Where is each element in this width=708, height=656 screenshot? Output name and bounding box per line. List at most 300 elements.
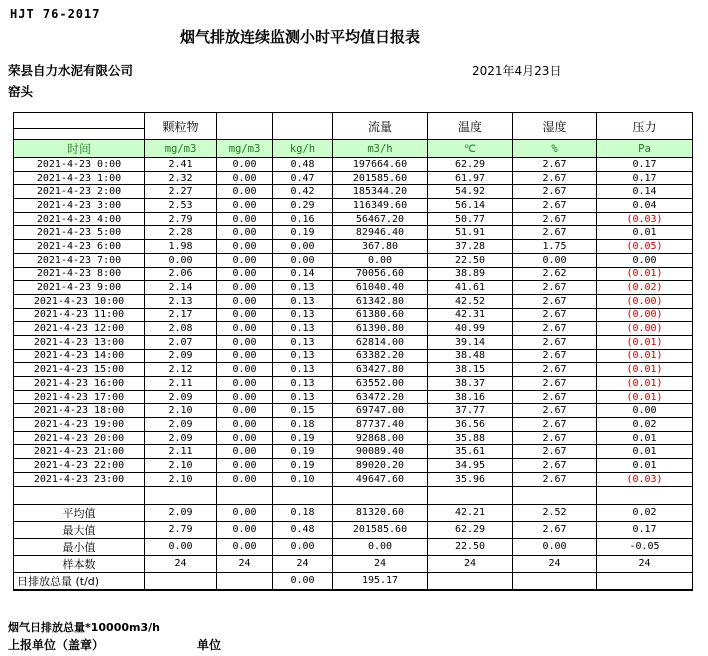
value-cell: 0.14 — [597, 185, 693, 199]
time-cell: 2021-4-23 20:00 — [14, 431, 145, 445]
spacer-cell — [513, 486, 597, 504]
summary-value-cell: 0.00 — [217, 521, 273, 538]
value-cell: 62814.00 — [333, 335, 428, 349]
table-row — [14, 349, 693, 363]
summary-value-cell: 0.48 — [273, 521, 333, 538]
value-cell: 2.67 — [513, 404, 597, 418]
summary-value-cell: 24 — [145, 555, 217, 572]
value-cell: 51.91 — [428, 226, 513, 240]
value-cell: 2.11 — [145, 377, 217, 391]
value-cell: 2.10 — [145, 459, 217, 473]
value-cell: 2.62 — [513, 267, 597, 281]
value-cell: 0.17 — [597, 171, 693, 185]
value-cell: 42.31 — [428, 308, 513, 322]
value-cell: 0.00 — [217, 226, 273, 240]
value-cell: 69747.00 — [333, 404, 428, 418]
value-cell: 0.10 — [273, 472, 333, 486]
table-row — [14, 377, 693, 391]
header-cell-particulate: 颗粒物 — [145, 113, 217, 140]
header-cell-blank1 — [217, 113, 273, 140]
summary-value-cell: 42.21 — [428, 504, 513, 521]
unit-cell: mg/m3 — [217, 140, 273, 158]
value-cell: 40.99 — [428, 322, 513, 336]
value-cell: 63552.00 — [333, 377, 428, 391]
value-cell: 2.67 — [513, 158, 597, 172]
summary-value-cell — [145, 572, 217, 590]
value-cell: 36.56 — [428, 418, 513, 432]
value-cell: 0.00 — [217, 322, 273, 336]
value-cell: 0.13 — [273, 349, 333, 363]
spacer-cell — [145, 486, 217, 504]
report-table — [13, 112, 693, 591]
standard-number: HJT 76-2017 — [10, 7, 101, 21]
spacer-section — [14, 486, 693, 504]
spacer-row — [14, 486, 693, 504]
value-cell: (0.03) — [597, 212, 693, 226]
value-cell: 0.19 — [273, 431, 333, 445]
value-cell: 92868.00 — [333, 431, 428, 445]
unit-header-row — [14, 140, 693, 158]
time-cell: 2021-4-23 6:00 — [14, 240, 145, 254]
spacer-cell — [333, 486, 428, 504]
summary-value-cell: 2.09 — [145, 504, 217, 521]
value-cell: 2.09 — [145, 349, 217, 363]
summary-label-cell: 最小值 — [14, 538, 145, 555]
time-cell: 2021-4-23 22:00 — [14, 459, 145, 473]
value-cell: 2.32 — [145, 171, 217, 185]
value-cell: 2.09 — [145, 390, 217, 404]
time-cell: 2021-4-23 23:00 — [14, 472, 145, 486]
value-cell: 63472.20 — [333, 390, 428, 404]
value-cell: 0.00 — [217, 158, 273, 172]
summary-value-cell: 0.00 — [217, 538, 273, 555]
value-cell: 42.52 — [428, 294, 513, 308]
report-date: 2021年4月23日 — [472, 64, 562, 78]
table-row — [14, 322, 693, 336]
value-cell: 41.61 — [428, 281, 513, 295]
value-cell: 61.97 — [428, 171, 513, 185]
time-cell: 2021-4-23 9:00 — [14, 281, 145, 295]
summary-value-cell: -0.05 — [597, 538, 693, 555]
value-cell: 56467.20 — [333, 212, 428, 226]
value-cell: 0.00 — [217, 171, 273, 185]
time-cell: 2021-4-23 16:00 — [14, 377, 145, 391]
value-cell: 37.28 — [428, 240, 513, 254]
summary-label-cell: 最大值 — [14, 521, 145, 538]
header-cell-flow: 流量 — [333, 113, 428, 140]
summary-value-cell: 201585.60 — [333, 521, 428, 538]
value-cell: 0.18 — [273, 418, 333, 432]
time-cell: 2021-4-23 19:00 — [14, 418, 145, 432]
value-cell: 2.07 — [145, 335, 217, 349]
time-cell: 2021-4-23 18:00 — [14, 404, 145, 418]
value-cell: 116349.60 — [333, 199, 428, 213]
header-cell-pressure: 压力 — [597, 113, 693, 140]
summary-label-cell: 样本数 — [14, 555, 145, 572]
spacer-cell — [273, 486, 333, 504]
value-cell: 2.67 — [513, 199, 597, 213]
value-cell: 38.37 — [428, 377, 513, 391]
table-row — [14, 390, 693, 404]
value-cell: 2.06 — [145, 267, 217, 281]
value-cell: 35.88 — [428, 431, 513, 445]
value-cell: 2.67 — [513, 377, 597, 391]
value-cell: 61342.80 — [333, 294, 428, 308]
value-cell: 38.48 — [428, 349, 513, 363]
summary-value-cell: 24 — [597, 555, 693, 572]
value-cell: 0.14 — [273, 267, 333, 281]
summary-row — [14, 521, 693, 538]
table-row — [14, 363, 693, 377]
value-cell: 2.10 — [145, 404, 217, 418]
value-cell: 0.00 — [217, 212, 273, 226]
table-row — [14, 281, 693, 295]
summary-value-cell: 2.67 — [513, 521, 597, 538]
summary-value-cell: 0.00 — [273, 538, 333, 555]
value-cell: 0.00 — [217, 472, 273, 486]
value-cell: 54.92 — [428, 185, 513, 199]
value-cell: 2.67 — [513, 459, 597, 473]
value-cell: 0.13 — [273, 294, 333, 308]
value-cell: 2.14 — [145, 281, 217, 295]
table-row — [14, 294, 693, 308]
summary-value-cell: 24 — [273, 555, 333, 572]
table-row — [14, 171, 693, 185]
value-cell: 0.13 — [273, 335, 333, 349]
table-row — [14, 158, 693, 172]
time-cell: 2021-4-23 8:00 — [14, 267, 145, 281]
value-cell: 0.00 — [217, 240, 273, 254]
value-cell: 0.00 — [217, 281, 273, 295]
table-row — [14, 199, 693, 213]
value-cell: (0.05) — [597, 240, 693, 254]
value-cell: 367.80 — [333, 240, 428, 254]
value-cell: (0.01) — [597, 363, 693, 377]
value-cell: 2.67 — [513, 472, 597, 486]
value-cell: 38.16 — [428, 390, 513, 404]
summary-value-cell: 2.52 — [513, 504, 597, 521]
value-cell: 35.61 — [428, 445, 513, 459]
summary-value-cell: 0.17 — [597, 521, 693, 538]
value-cell: 82946.40 — [333, 226, 428, 240]
value-cell: 0.13 — [273, 390, 333, 404]
summary-value-cell: 0.02 — [597, 504, 693, 521]
summary-label-cell: 平均值 — [14, 504, 145, 521]
header-cell-empty-top — [14, 113, 145, 129]
value-cell: 0.00 — [273, 240, 333, 254]
hourly-rows — [14, 158, 693, 487]
value-cell: 0.01 — [597, 445, 693, 459]
table-row — [14, 185, 693, 199]
time-cell: 2021-4-23 17:00 — [14, 390, 145, 404]
value-cell: 49647.60 — [333, 472, 428, 486]
value-cell: 0.29 — [273, 199, 333, 213]
value-cell: 70056.60 — [333, 267, 428, 281]
time-cell: 2021-4-23 11:00 — [14, 308, 145, 322]
value-cell: 0.19 — [273, 226, 333, 240]
summary-value-cell — [513, 572, 597, 590]
value-cell: 2.67 — [513, 281, 597, 295]
value-cell: 0.00 — [217, 431, 273, 445]
value-cell: 0.00 — [273, 253, 333, 267]
summary-value-cell: 24 — [333, 555, 428, 572]
value-cell: 201585.60 — [333, 171, 428, 185]
summary-value-cell: 24 — [513, 555, 597, 572]
time-cell: 2021-4-23 12:00 — [14, 322, 145, 336]
value-cell: 0.00 — [145, 253, 217, 267]
summary-value-cell — [597, 572, 693, 590]
value-cell: 0.01 — [597, 431, 693, 445]
summary-value-cell: 0.00 — [333, 538, 428, 555]
time-cell: 2021-4-23 4:00 — [14, 212, 145, 226]
value-cell: 2.67 — [513, 349, 597, 363]
value-cell: 2.67 — [513, 185, 597, 199]
value-cell: 89020.20 — [333, 459, 428, 473]
header-cell-temperature: 温度 — [428, 113, 513, 140]
header-cell-empty-bottom — [14, 129, 145, 140]
value-cell: 2.08 — [145, 322, 217, 336]
value-cell: 2.67 — [513, 171, 597, 185]
value-cell: 0.00 — [333, 253, 428, 267]
summary-value-cell: 0.00 — [513, 538, 597, 555]
footer-note: 烟气日排放总量*10000m3/h — [8, 621, 160, 634]
value-cell: 0.00 — [217, 253, 273, 267]
table-row — [14, 308, 693, 322]
value-cell: 63382.20 — [333, 349, 428, 363]
value-cell: 2.41 — [145, 158, 217, 172]
value-cell: 0.00 — [217, 294, 273, 308]
value-cell: 61040.40 — [333, 281, 428, 295]
value-cell: 0.01 — [597, 459, 693, 473]
value-cell: 2.67 — [513, 335, 597, 349]
value-cell: (0.00) — [597, 308, 693, 322]
value-cell: 2.10 — [145, 472, 217, 486]
value-cell: 61390.80 — [333, 322, 428, 336]
value-cell: 0.00 — [217, 267, 273, 281]
value-cell: 39.14 — [428, 335, 513, 349]
value-cell: 61380.60 — [333, 308, 428, 322]
time-cell: 2021-4-23 5:00 — [14, 226, 145, 240]
value-cell: (0.01) — [597, 377, 693, 391]
summary-rows — [14, 504, 693, 590]
value-cell: 2.67 — [513, 226, 597, 240]
value-cell: 35.96 — [428, 472, 513, 486]
value-cell: (0.00) — [597, 294, 693, 308]
monitor-point: 窑头 — [8, 84, 34, 99]
time-header-cell: 时间 — [14, 140, 145, 158]
table-row — [14, 472, 693, 486]
value-cell: 62.29 — [428, 158, 513, 172]
value-cell: (0.00) — [597, 322, 693, 336]
header-cell-humidity: 湿度 — [513, 113, 597, 140]
value-cell: 2.53 — [145, 199, 217, 213]
company-name: 荣县自力水泥有限公司 — [8, 63, 134, 78]
value-cell: 0.00 — [217, 335, 273, 349]
table-row — [14, 459, 693, 473]
summary-value-cell: 62.29 — [428, 521, 513, 538]
value-cell: 2.12 — [145, 363, 217, 377]
value-cell: (0.03) — [597, 472, 693, 486]
table-row — [14, 212, 693, 226]
summary-value-cell: 0.00 — [273, 572, 333, 590]
table-row — [14, 404, 693, 418]
table-row — [14, 418, 693, 432]
value-cell: (0.01) — [597, 390, 693, 404]
value-cell: 0.48 — [273, 158, 333, 172]
time-cell: 2021-4-23 14:00 — [14, 349, 145, 363]
summary-value-cell: 2.79 — [145, 521, 217, 538]
value-cell: 0.13 — [273, 377, 333, 391]
value-cell: 0.00 — [217, 308, 273, 322]
value-cell: (0.01) — [597, 267, 693, 281]
value-cell: 0.17 — [597, 158, 693, 172]
value-cell: 2.09 — [145, 418, 217, 432]
summary-value-cell — [428, 572, 513, 590]
unit-cell: ℃ — [428, 140, 513, 158]
time-cell: 2021-4-23 3:00 — [14, 199, 145, 213]
value-cell: 0.02 — [597, 418, 693, 432]
value-cell: 0.00 — [217, 390, 273, 404]
table-row — [14, 240, 693, 254]
value-cell: 90089.40 — [333, 445, 428, 459]
report-org-label: 上报单位（盖章） — [8, 638, 105, 652]
unit-label: 单位 — [197, 638, 222, 652]
value-cell: 197664.60 — [333, 158, 428, 172]
value-cell: 22.50 — [428, 253, 513, 267]
value-cell: 2.17 — [145, 308, 217, 322]
value-cell: 2.67 — [513, 445, 597, 459]
param-header-row — [14, 113, 693, 129]
unit-cell: mg/m3 — [145, 140, 217, 158]
value-cell: 2.09 — [145, 431, 217, 445]
value-cell: 2.67 — [513, 390, 597, 404]
time-cell: 2021-4-23 0:00 — [14, 158, 145, 172]
unit-cell: kg/h — [273, 140, 333, 158]
value-cell: 2.67 — [513, 212, 597, 226]
value-cell: 0.00 — [597, 253, 693, 267]
value-cell: 2.67 — [513, 363, 597, 377]
time-cell: 2021-4-23 2:00 — [14, 185, 145, 199]
summary-value-cell: 0.18 — [273, 504, 333, 521]
summary-value-cell: 0.00 — [217, 504, 273, 521]
value-cell: 0.00 — [217, 349, 273, 363]
summary-value-cell: 0.00 — [145, 538, 217, 555]
value-cell: 37.77 — [428, 404, 513, 418]
time-cell: 2021-4-23 15:00 — [14, 363, 145, 377]
value-cell: (0.01) — [597, 349, 693, 363]
summary-row — [14, 555, 693, 572]
value-cell: (0.01) — [597, 335, 693, 349]
value-cell: 0.00 — [513, 253, 597, 267]
value-cell: 50.77 — [428, 212, 513, 226]
value-cell: 0.00 — [217, 418, 273, 432]
value-cell: 2.13 — [145, 294, 217, 308]
value-cell: 2.67 — [513, 431, 597, 445]
value-cell: 2.27 — [145, 185, 217, 199]
summary-value-cell — [217, 572, 273, 590]
table-row — [14, 226, 693, 240]
value-cell: 2.67 — [513, 308, 597, 322]
time-cell: 2021-4-23 10:00 — [14, 294, 145, 308]
value-cell: 0.04 — [597, 199, 693, 213]
value-cell: 2.67 — [513, 418, 597, 432]
spacer-cell — [597, 486, 693, 504]
value-cell: (0.02) — [597, 281, 693, 295]
value-cell: 0.00 — [217, 185, 273, 199]
table-row — [14, 253, 693, 267]
summary-row — [14, 504, 693, 521]
table-row — [14, 445, 693, 459]
time-cell: 2021-4-23 13:00 — [14, 335, 145, 349]
value-cell: 185344.20 — [333, 185, 428, 199]
unit-cell: m3/h — [333, 140, 428, 158]
value-cell: 0.47 — [273, 171, 333, 185]
value-cell: 34.95 — [428, 459, 513, 473]
value-cell: 1.98 — [145, 240, 217, 254]
value-cell: 0.13 — [273, 322, 333, 336]
summary-value-cell: 24 — [217, 555, 273, 572]
value-cell: 38.15 — [428, 363, 513, 377]
spacer-cell — [217, 486, 273, 504]
value-cell: 0.00 — [217, 363, 273, 377]
value-cell: 2.67 — [513, 294, 597, 308]
value-cell: 2.67 — [513, 322, 597, 336]
value-cell: 2.28 — [145, 226, 217, 240]
time-cell: 2021-4-23 21:00 — [14, 445, 145, 459]
summary-label-cell: 日排放总量 (t/d) — [14, 572, 145, 590]
value-cell: 2.11 — [145, 445, 217, 459]
header-cell-blank2 — [273, 113, 333, 140]
unit-cell: % — [513, 140, 597, 158]
spacer-cell — [14, 486, 145, 504]
page-title: 烟气排放连续监测小时平均值日报表 — [179, 28, 420, 46]
value-cell: 0.00 — [217, 199, 273, 213]
value-cell: 0.13 — [273, 363, 333, 377]
value-cell: 0.13 — [273, 308, 333, 322]
value-cell: 0.00 — [217, 404, 273, 418]
value-cell: 0.01 — [597, 226, 693, 240]
value-cell: 0.19 — [273, 459, 333, 473]
summary-value-cell: 81320.60 — [333, 504, 428, 521]
value-cell: 0.16 — [273, 212, 333, 226]
value-cell: 56.14 — [428, 199, 513, 213]
unit-cell: Pa — [597, 140, 693, 158]
time-cell: 2021-4-23 7:00 — [14, 253, 145, 267]
spacer-cell — [428, 486, 513, 504]
summary-value-cell: 195.17 — [333, 572, 428, 590]
value-cell: 0.19 — [273, 445, 333, 459]
value-cell: 0.00 — [597, 404, 693, 418]
summary-row — [14, 538, 693, 555]
summary-row — [14, 572, 693, 590]
value-cell: 2.79 — [145, 212, 217, 226]
time-cell: 2021-4-23 1:00 — [14, 171, 145, 185]
value-cell: 87737.40 — [333, 418, 428, 432]
value-cell: 0.15 — [273, 404, 333, 418]
header-rows — [14, 113, 693, 158]
summary-value-cell: 24 — [428, 555, 513, 572]
table-row — [14, 335, 693, 349]
summary-value-cell: 22.50 — [428, 538, 513, 555]
table-row — [14, 267, 693, 281]
value-cell: 0.00 — [217, 445, 273, 459]
value-cell: 1.75 — [513, 240, 597, 254]
value-cell: 0.42 — [273, 185, 333, 199]
value-cell: 38.89 — [428, 267, 513, 281]
table-row — [14, 431, 693, 445]
value-cell: 0.13 — [273, 281, 333, 295]
value-cell: 0.00 — [217, 459, 273, 473]
